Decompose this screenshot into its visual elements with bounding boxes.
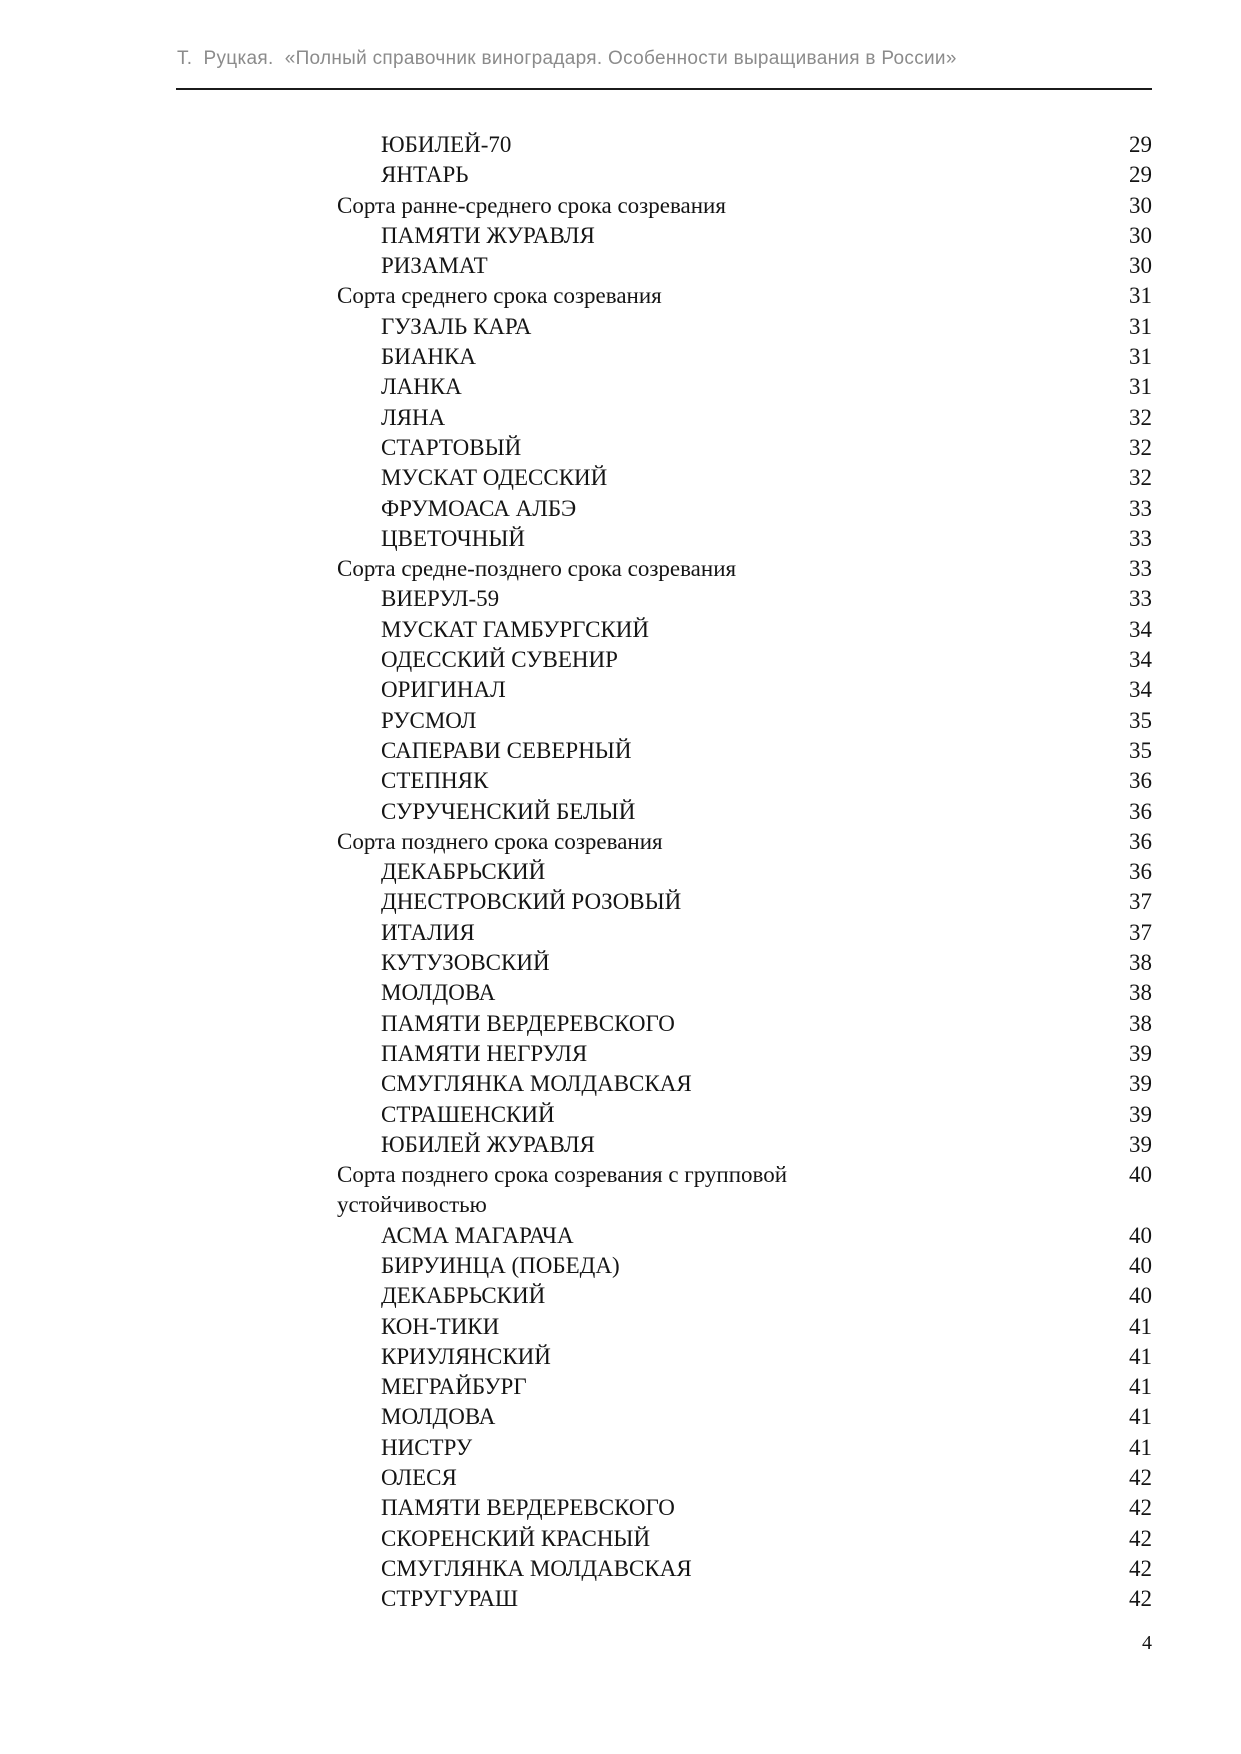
toc-page-number: 41 (1129, 1313, 1152, 1339)
toc-entry-row (337, 1221, 1152, 1251)
toc-section-row (337, 281, 1152, 311)
toc-entry-row (337, 948, 1152, 978)
toc-page-number: 36 (1129, 859, 1152, 885)
toc-entry-row (337, 857, 1152, 887)
toc-entry-row (337, 766, 1152, 796)
toc-page-number: 40 (1129, 1162, 1152, 1188)
toc-page-number: 30 (1129, 222, 1152, 248)
toc-entry-row (337, 645, 1152, 675)
toc-page-number: 34 (1129, 677, 1152, 703)
toc-page-number: 31 (1129, 344, 1152, 370)
toc-entry-label: ДЕКАБРЬСКИЙ (381, 1283, 546, 1309)
toc-section-label: Сорта среднего срока созревания (337, 283, 662, 309)
toc-page-number: 39 (1129, 1101, 1152, 1127)
toc-entry-row (337, 130, 1152, 160)
toc-entry-row (337, 1463, 1152, 1493)
toc-entry-row (337, 251, 1152, 281)
toc-entry-label: ГУЗАЛЬ КАРА (381, 313, 532, 339)
toc-page-number: 33 (1129, 586, 1152, 612)
toc-entry-label: СТРАШЕНСКИЙ (381, 1101, 555, 1127)
toc-page-number: 42 (1129, 1586, 1152, 1612)
toc-entry-row (337, 1069, 1152, 1099)
toc-page-number: 35 (1129, 737, 1152, 763)
toc-entry-label: ДНЕСТРОВСКИЙ РОЗОВЫЙ (381, 889, 682, 915)
toc-page-number: 37 (1129, 889, 1152, 915)
running-header: Т. Руцкая. «Полный справочник виноградаря. Особенности выращивания в России» (177, 48, 957, 69)
toc-section-label: Сорта позднего срока созревания (337, 828, 663, 854)
toc-section-label: Сорта позднего срока созревания с групповой устойчивостью (337, 1160, 787, 1221)
toc-entry-label: САПЕРАВИ СЕВЕРНЫЙ (381, 737, 632, 763)
toc-page-number: 42 (1129, 1525, 1152, 1551)
toc-entry-label: МОЛДОВА (381, 1404, 496, 1430)
toc-page-number: 39 (1129, 1071, 1152, 1097)
toc-page-number: 32 (1129, 434, 1152, 460)
toc-entry-label: ПАМЯТИ НЕГРУЛЯ (381, 1040, 588, 1066)
toc-page-number: 40 (1129, 1283, 1152, 1309)
toc-entry-row (337, 342, 1152, 372)
toc-page-number: 33 (1129, 495, 1152, 521)
toc-entry-row (337, 433, 1152, 463)
toc-entry-label: ЛЯНА (381, 404, 446, 430)
toc-entry-label: КРИУЛЯНСКИЙ (381, 1343, 551, 1369)
toc-page-number: 37 (1129, 919, 1152, 945)
toc-entry-label: МУСКАТ ОДЕССКИЙ (381, 465, 608, 491)
toc-page-number: 31 (1129, 283, 1152, 309)
toc-entry-label: ИТАЛИЯ (381, 919, 475, 945)
toc-entry-label: БИРУИНЦА (ПОБЕДА) (381, 1252, 620, 1278)
toc-page-number: 33 (1129, 556, 1152, 582)
toc-entry-row (337, 1009, 1152, 1039)
toc-entry-label: СМУГЛЯНКА МОЛДАВСКАЯ (381, 1071, 692, 1097)
toc-entry-label: ЦВЕТОЧНЫЙ (381, 525, 526, 551)
toc-entry-label: ЯНТАРЬ (381, 162, 469, 188)
toc-entry-label: ВИЕРУЛ-59 (381, 586, 500, 612)
toc-entry-row (337, 312, 1152, 342)
toc-section-row (337, 554, 1152, 584)
toc-page-number: 42 (1129, 1555, 1152, 1581)
toc-page-number: 42 (1129, 1465, 1152, 1491)
toc-entry-label: СТРУГУРАШ (381, 1586, 519, 1612)
toc-page-number: 29 (1129, 162, 1152, 188)
toc-page-number: 35 (1129, 707, 1152, 733)
toc-page-number: 31 (1129, 313, 1152, 339)
toc-entry-row (337, 160, 1152, 190)
toc-entry-row (337, 372, 1152, 402)
toc-page-number: 34 (1129, 647, 1152, 673)
toc-entry-row (337, 1039, 1152, 1069)
toc-entry-row (337, 1342, 1152, 1372)
toc-entry-label: АСМА МАГАРАЧА (381, 1222, 574, 1248)
toc-page-number: 36 (1129, 828, 1152, 854)
toc-entry-row (337, 463, 1152, 493)
toc-page-number: 40 (1129, 1252, 1152, 1278)
toc-page-number: 41 (1129, 1434, 1152, 1460)
toc-page-number: 31 (1129, 374, 1152, 400)
toc-page-number: 36 (1129, 798, 1152, 824)
toc-entry-label: ПАМЯТИ ЖУРАВЛЯ (381, 222, 595, 248)
toc-entry-label: СТАРТОВЫЙ (381, 434, 522, 460)
toc-entry-label: ПАМЯТИ ВЕРДЕРЕВСКОГО (381, 1010, 675, 1036)
toc-entry-row (337, 1524, 1152, 1554)
toc-section-row (337, 827, 1152, 857)
toc-entry-label: ПАМЯТИ ВЕРДЕРЕВСКОГО (381, 1495, 675, 1521)
toc-entry-label: ОРИГИНАЛ (381, 677, 506, 703)
toc-entry-row (337, 584, 1152, 614)
toc-entry-label: КУТУЗОВСКИЙ (381, 950, 550, 976)
toc-entry-row (337, 221, 1152, 251)
toc-entry-row (337, 1493, 1152, 1523)
toc-entry-row (337, 1372, 1152, 1402)
toc-entry-label: МЕГРАЙБУРГ (381, 1374, 527, 1400)
toc-entry-row (337, 1100, 1152, 1130)
toc-section-row (337, 1160, 1152, 1221)
toc-section-label: Сорта средне-позднего срока созревания (337, 556, 737, 582)
page-number-footer: 4 (1142, 1632, 1152, 1654)
toc-entry-label: БИАНКА (381, 344, 476, 370)
toc-page-number: 38 (1129, 980, 1152, 1006)
toc-entry-label: СМУГЛЯНКА МОЛДАВСКАЯ (381, 1555, 692, 1581)
toc-entry-row (337, 706, 1152, 736)
toc-page-number: 40 (1129, 1222, 1152, 1248)
toc-page-number: 36 (1129, 768, 1152, 794)
toc-entry-row (337, 887, 1152, 917)
toc-entry-label: МУСКАТ ГАМБУРГСКИЙ (381, 616, 650, 642)
toc-page-number: 30 (1129, 192, 1152, 218)
header-divider-rule (176, 88, 1152, 90)
toc-entry-label: СКОРЕНСКИЙ КРАСНЫЙ (381, 1525, 651, 1551)
toc-page-number: 41 (1129, 1343, 1152, 1369)
toc-entry-label: СУРУЧЕНСКИЙ БЕЛЫЙ (381, 798, 636, 824)
toc-entry-row (337, 1312, 1152, 1342)
toc-entry-row (337, 918, 1152, 948)
toc-entry-label: ОЛЕСЯ (381, 1465, 457, 1491)
toc-page-number: 38 (1129, 1010, 1152, 1036)
toc-entry-label: ЛАНКА (381, 374, 462, 400)
toc-entry-row (337, 403, 1152, 433)
toc-section-row (337, 191, 1152, 221)
toc-entry-label: ФРУМОАСА АЛБЭ (381, 495, 577, 521)
toc-entry-label: ДЕКАБРЬСКИЙ (381, 859, 546, 885)
toc-page-number: 39 (1129, 1131, 1152, 1157)
toc-page-number: 32 (1129, 465, 1152, 491)
toc-page-number: 38 (1129, 950, 1152, 976)
toc-entry-row (337, 615, 1152, 645)
toc-entry-row (337, 978, 1152, 1008)
toc-entry-label: ЮБИЛЕЙ-70 (381, 132, 512, 157)
toc-entry-row (337, 1281, 1152, 1311)
toc-section-label: Сорта ранне-среднего срока созревания (337, 192, 726, 218)
toc-entry-row (337, 494, 1152, 524)
toc-entry-row (337, 797, 1152, 827)
toc-entry-label: МОЛДОВА (381, 980, 496, 1006)
toc-page-number: 41 (1129, 1404, 1152, 1430)
toc-page-number: 34 (1129, 616, 1152, 642)
toc-page-number: 30 (1129, 253, 1152, 279)
toc-entry-label: КОН-ТИКИ (381, 1313, 500, 1339)
toc-entry-row (337, 524, 1152, 554)
toc-entry-row (337, 1433, 1152, 1463)
toc-section-label-continuation: устойчивостью (337, 1192, 487, 1218)
toc-entry-row (337, 1554, 1152, 1584)
toc-entry-label: СТЕПНЯК (381, 768, 489, 794)
table-of-contents (337, 130, 1152, 1615)
toc-page-number: 29 (1129, 132, 1152, 157)
toc-page-number: 33 (1129, 525, 1152, 551)
toc-entry-row (337, 1584, 1152, 1614)
toc-page-number: 42 (1129, 1495, 1152, 1521)
toc-page-number: 39 (1129, 1040, 1152, 1066)
toc-page-number: 32 (1129, 404, 1152, 430)
toc-entry-row (337, 675, 1152, 705)
toc-entry-label: РУСМОЛ (381, 707, 477, 733)
toc-entry-row (337, 736, 1152, 766)
toc-entry-row (337, 1130, 1152, 1160)
toc-entry-row (337, 1402, 1152, 1432)
toc-entry-label: ЮБИЛЕЙ ЖУРАВЛЯ (381, 1131, 595, 1157)
toc-entry-label: НИСТРУ (381, 1434, 473, 1460)
toc-entry-row (337, 1251, 1152, 1281)
toc-page-number: 41 (1129, 1374, 1152, 1400)
toc-entry-label: ОДЕССКИЙ СУВЕНИР (381, 647, 618, 673)
toc-entry-label: РИЗАМАТ (381, 253, 488, 279)
